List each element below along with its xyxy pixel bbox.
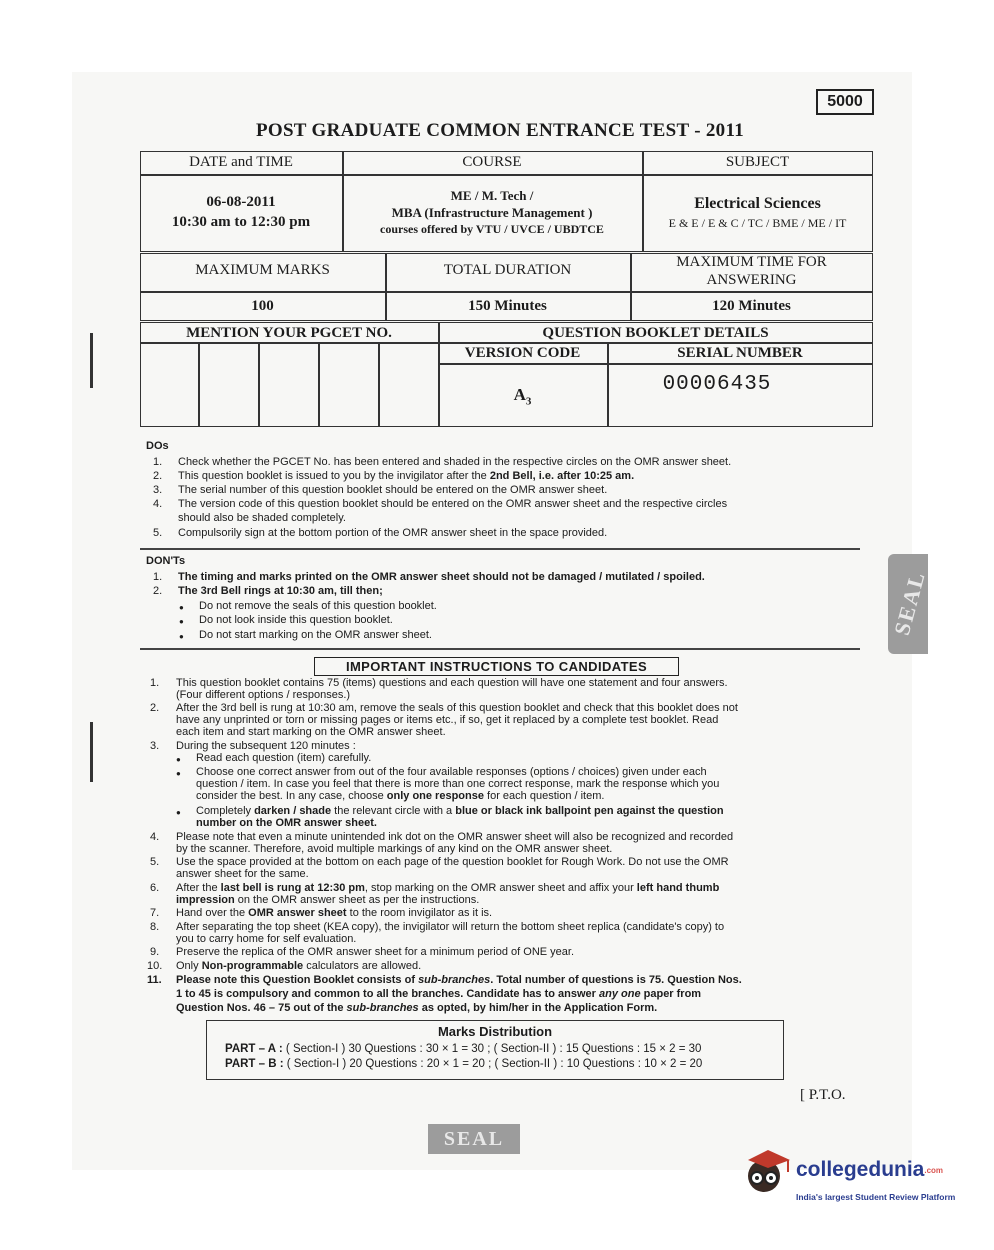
- list-item: Hand over the OMR answer sheet to the room invigilator as it is.: [176, 907, 493, 919]
- booklet-code: 5000: [816, 89, 874, 115]
- marks-distribution-heading: Marks Distribution: [437, 1024, 553, 1039]
- pgcet-no-label: MENTION YOUR PGCET NO.: [186, 325, 392, 341]
- answer-time-value: 120 Minutes: [712, 298, 791, 314]
- course-line-3: courses offered by VTU / UVCE / UBDTCE: [380, 222, 604, 236]
- dos-heading: DOs: [146, 440, 169, 452]
- bullet-item: ● Do not look inside this question booklet.: [199, 614, 393, 627]
- seal-stamp-bottom: SEAL: [428, 1124, 520, 1154]
- bullet-item: ● Read each question (item) carefully.: [196, 752, 371, 765]
- part-a-row: PART – A : ( Section-I ) 30 Questions : 30 × 1 = 30 ; ( Section-II ) : 15 Questions : 15 × 2 = 30: [225, 1043, 702, 1055]
- instructions-heading: IMPORTANT INSTRUCTIONS TO CANDIDATES: [314, 657, 679, 676]
- divider: [140, 548, 860, 550]
- answer-time-label: MAXIMUM TIME FOR: [676, 254, 827, 270]
- list-item: Only Non-programmable calculators are allowed.: [176, 960, 422, 972]
- booklet-details-label: QUESTION BOOKLET DETAILS: [542, 325, 769, 341]
- bullet-item: ● Choose one correct answer from out of the four available responses (options / choices) given under each: [196, 766, 707, 779]
- course-line-1: ME / M. Tech /: [450, 188, 534, 203]
- list-item: After the last bell is rung at 12:30 pm, stop marking on the OMR answer sheet and affix your left hand thumb: [176, 882, 720, 894]
- list-item: Please note this Question Booklet consists of sub-branches. Total number of questions is 75. Question Nos.: [176, 974, 742, 986]
- course-line-2: MBA (Infrastructure Management ): [391, 205, 593, 220]
- course-header: COURSE: [462, 154, 522, 170]
- donts-heading: DON'Ts: [146, 555, 186, 567]
- list-item: This question booklet contains 75 (items) questions and each question will have one statement and four answers.: [176, 677, 728, 689]
- list-item: After the 3rd bell is rung at 10:30 am, remove the seals of this question booklet and check that this booklet does not: [176, 702, 738, 714]
- list-item: The version code of this question booklet should be entered on the OMR answer sheet and the respective circles: [178, 498, 728, 510]
- version-code-label: VERSION CODE: [464, 345, 581, 361]
- divider: [140, 648, 860, 650]
- serial-number-label: SERIAL NUMBER: [677, 345, 803, 361]
- marks-distribution-box: [206, 1020, 784, 1080]
- total-duration-value: 150 Minutes: [468, 298, 547, 314]
- part-b-row: PART – B : ( Section-I ) 20 Questions : 20 × 1 = 20 ; ( Section-II ) : 10 Questions : 10 × 2 = 20: [225, 1058, 703, 1070]
- scan-mark: [90, 722, 93, 782]
- exam-time: 10:30 am to 12:30 pm: [171, 214, 311, 230]
- list-item: Preserve the replica of the OMR answer sheet for a minimum period of ONE year.: [176, 946, 574, 958]
- date-time-header: DATE and TIME: [189, 154, 293, 170]
- list-item: During the subsequent 120 minutes :: [176, 740, 356, 752]
- logo-tagline: India's largest Student Review Platform: [796, 1192, 956, 1202]
- exam-date: 06-08-2011: [206, 194, 276, 210]
- mascot-icon: [738, 1146, 794, 1198]
- list-item: After separating the top sheet (KEA copy), the invigilator will return the bottom sheet replica (candidate's copy) to: [176, 921, 725, 933]
- subject-header: SUBJECT: [725, 154, 790, 170]
- scan-mark: [90, 333, 93, 388]
- list-item: The serial number of this question booklet should be entered on the OMR answer sheet.: [178, 484, 608, 496]
- list-item: Please note that even a minute unintended ink dot on the OMR answer sheet will also be recognized and recorded: [176, 831, 734, 843]
- list-item: The timing and marks printed on the OMR answer sheet should not be damaged / mutilated / spoiled.: [178, 571, 705, 583]
- logo-name: collegedunia.com: [796, 1158, 944, 1181]
- list-item-continued: should also be shaded completely.: [178, 512, 346, 524]
- list-item: Use the space provided at the bottom on each page of the question booklet for Rough Work. Do not use the OMR: [176, 856, 729, 868]
- list-item: This question booklet is issued to you by the invigilator after the 2nd Bell, i.e. after 10:25 am.: [178, 470, 635, 482]
- list-item: Compulsorily sign at the bottom portion of the OMR answer sheet in the space provided.: [178, 527, 608, 539]
- bullet-item: ● Do not remove the seals of this question booklet.: [199, 600, 437, 613]
- list-item: The 3rd Bell rings at 10:30 am, till then;: [178, 585, 383, 597]
- total-duration-label: TOTAL DURATION: [443, 262, 572, 278]
- pto-label: [ P.T.O.: [800, 1087, 846, 1103]
- subject-branches: E & E / E & C / TC / BME / ME / IT: [668, 216, 847, 230]
- page-title: POST GRADUATE COMMON ENTRANCE TEST - 2011: [255, 120, 745, 141]
- serial-number-value: 00006435: [662, 373, 772, 396]
- answer-time-label-2: ANSWERING: [706, 272, 797, 288]
- max-marks-label: MAXIMUM MARKS: [195, 262, 330, 278]
- max-marks-value: 100: [251, 298, 274, 314]
- list-item: Check whether the PGCET No. has been entered and shaded in the respective circles on the OMR answer sheet.: [178, 456, 732, 468]
- subject-name: Electrical Sciences: [694, 195, 821, 212]
- version-code-value: $A_3$: [513, 385, 532, 408]
- bullet-item: ● Do not start marking on the OMR answer sheet.: [199, 629, 432, 642]
- bullet-item: ● Completely darken / shade the relevant circle with a blue or black ink ballpoint pen against the question: [196, 805, 724, 818]
- seal-stamp-side: SEAL: [888, 554, 928, 654]
